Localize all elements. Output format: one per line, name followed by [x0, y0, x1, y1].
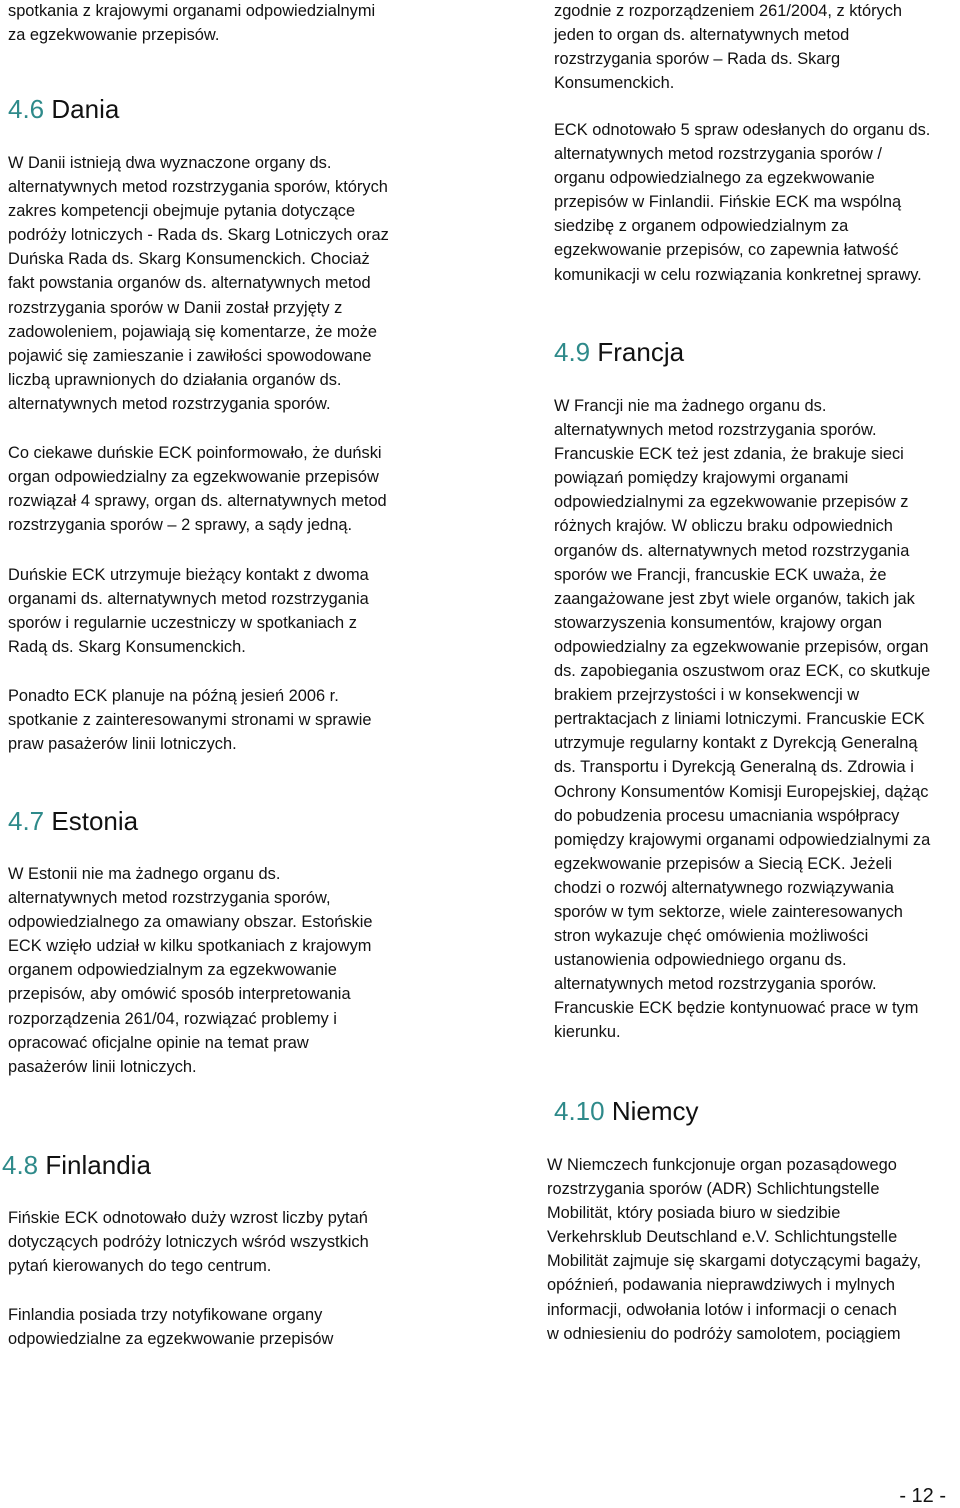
- heading-title: Francja: [597, 337, 685, 367]
- heading-number: 4.6: [8, 94, 45, 124]
- heading-title: Estonia: [51, 806, 139, 836]
- heading-number: 4.9: [554, 337, 591, 367]
- paragraph-francja: W Francji nie ma żadnego organu ds. alternatywnych metod rozstrzygania sporów. Francuskie ECK też jest zdania, że brakuje sieci powiązań pomiędzy krajowymi organami odpowiedzialnymi za egzekwowanie przepisów z różnych krajów. W obliczu braku odpowiednich organów ds. alternatywnych metod rozstrzygania sporów we Francji, francuskie ECK uważa, że zaangażowane jest zbyt wiele organów, takich jak stowarzyszenia konsumentów, krajowy organ odpowiedzialny za egzekwowanie przepisów, organ ds. zapobiegania oszustwom oraz ECK, co skutkuje brakiem przejrzystości i w konsekwencji w pertraktacjach z liniami lotniczymi. Francuskie ECK utrzymuje regularny kontakt z Dyrekcją Generalną ds. Transportu i Dyrekcją Generalną ds. Zdrowia i Ochrony Konsumentów Komisji Europejskiej, dążąc do pobudzenia procesu umacniania współpracy pomiędzy krajowymi organami odpowiedzialnymi za egzekwowanie przepisów a Siecią ECK. Jeżeli chodzi o rozwój alternatywnego rozwiązywania sporów w tym sektorze, wiele zainteresowanych stron wykazuje chęć omówienia możliwości ustanowienia odpowiedniego organu ds. alternatywnych metod rozstrzygania sporów. Francuskie ECK będzie kontynuować prace w tym kierunku.: [554, 397, 931, 1042]
- heading-francja: [554, 337, 954, 367]
- paragraph-finlandia-1: Fińskie ECK odnotowało duży wzrost liczby pytań dotyczących podróży lotniczych wśród wszystkich pytań kierowanych do tego centrum.: [8, 1209, 369, 1276]
- heading-title: Finlandia: [45, 1150, 151, 1180]
- heading-estonia: [8, 806, 428, 836]
- heading-number: 4.7: [8, 806, 45, 836]
- heading-finlandia: [2, 1150, 422, 1180]
- paragraph-niemcy: W Niemczech funkcjonuje organ pozasądowego rozstrzygania sporów (ADR) Schlichtungstelle Mobilität, który posiada biuro w siedzibie Verkehrsklub Deutschland e.V. Schlichtungstelle Mobilität zajmuje się skargami dotyczącymi bagaży, opóźnień, podawania nieprawdziwych i mylnych informacji, odwołania lotów i informacji o cenach w odniesieniu do podróży samolotem, pociągiem: [547, 1156, 922, 1343]
- paragraph-dania-2: Co ciekawe duńskie ECK poinformowało, że duński organ odpowiedzialny za egzekwowanie przepisów rozwiązał 4 sprawy, organ ds. alternatywnych metod rozstrzygania sporów – 2 sprawy, a sądy jedną.: [8, 444, 387, 535]
- paragraph-finlandia-3: zgodnie z rozporządzeniem 261/2004, z których jeden to organ ds. alternatywnych metod rozstrzygania sporów – Rada ds. Skarg Konsumenckich.: [554, 2, 903, 93]
- paragraph-dania-4: Ponadto ECK planuje na późną jesień 2006 r. spotkanie z zainteresowanymi stronami w sprawie praw pasażerów linii lotniczych.: [8, 687, 372, 754]
- paragraph-finlandia-4: ECK odnotowało 5 spraw odesłanych do organu ds. alternatywnych metod rozstrzygania sporów / organu odpowiedzialnego za egzekwowanie przepisów w Finlandii. Fińskie ECK ma wspólną siedzibę z organem odpowiedzialnym za egzekwowanie przepisów, co zapewnia łatwość komunikacji w celu rozwiązania konkretnej sprawy.: [554, 121, 931, 284]
- heading-title: Dania: [51, 94, 120, 124]
- page-number: - 12 -: [899, 1485, 946, 1507]
- heading-number: 4.8: [2, 1150, 39, 1180]
- paragraph-finlandia-2: Finlandia posiada trzy notyfikowane organy odpowiedzialne za egzekwowanie przepisów: [8, 1306, 334, 1349]
- paragraph-dania-3: Duńskie ECK utrzymuje bieżący kontakt z dwoma organami ds. alternatywnych metod rozstrzygania sporów i regularnie uczestniczy w spotkaniach z Radą ds. Skarg Konsumenckich.: [8, 566, 369, 657]
- paragraph-dania-1: W Danii istnieją dwa wyznaczone organy ds. alternatywnych metod rozstrzygania sporów, których zakres kompetencji obejmuje pytania dotyczące podróży lotniczych - Rada ds. Skarg Lotniczych oraz Duńska Rada ds. Skarg Konsumenckich. Chociaż fakt powstania organów ds. alternatywnych metod rozstrzygania sporów w Danii został przyjęty z zadowoleniem, pojawiają się komentarze, że może pojawić się zamieszanie i zawiłości spowodowane liczbą uprawnionych do działania organów ds. alternatywnych metod rozstrzygania sporów.: [8, 154, 389, 413]
- heading-niemcy: [554, 1096, 954, 1126]
- paragraph-intro: spotkania z krajowymi organami odpowiedzialnymi za egzekwowanie przepisów.: [8, 2, 376, 45]
- heading-number: 4.10: [554, 1096, 605, 1126]
- heading-title: Niemcy: [611, 1096, 699, 1126]
- paragraph-estonia: W Estonii nie ma żadnego organu ds. alternatywnych metod rozstrzygania sporów, odpowiedzialnego za omawiany obszar. Estońskie ECK wzięło udział w kilku spotkaniach z krajowym organem odpowiedzialnym za egzekwowanie przepisów, aby omówić sposób interpretowania rozporządzenia 261/04, rozwiązać problemy i opracować oficjalne opinie na temat praw pasażerów linii lotniczych.: [8, 865, 373, 1076]
- heading-dania: [8, 94, 428, 124]
